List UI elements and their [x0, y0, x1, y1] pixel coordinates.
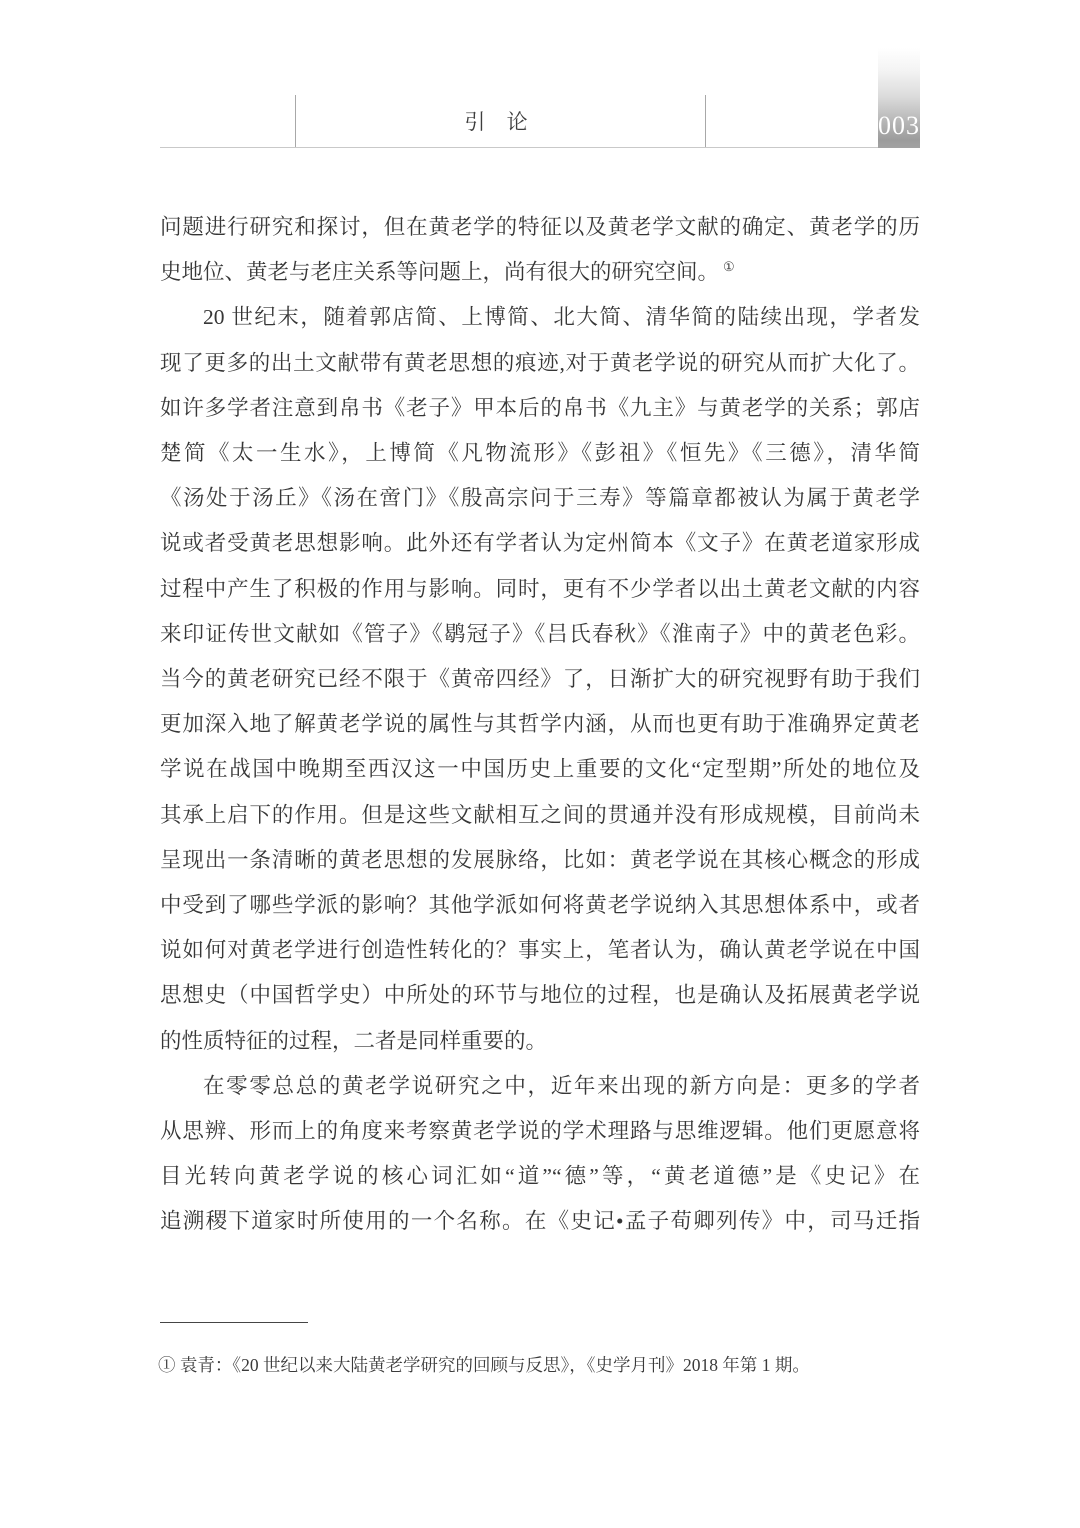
header-rule — [160, 147, 920, 148]
text-line: 当今的黄老研究已经不限于《黄帝四经》了，日渐扩大的研究视野有助于我们 — [160, 667, 920, 692]
text-line: 从思辨、形而上的角度来考察黄老学说的学术理路与思维逻辑。他们更愿意将 — [160, 1119, 920, 1144]
text-line: 来印证传世文献如《管子》《鹖冠子》《吕氏春秋》《淮南子》中的黄老色彩。 — [160, 621, 920, 646]
text-line: 其承上启下的作用。但是这些文献相互之间的贯通并没有形成规模，目前尚未 — [160, 802, 920, 827]
text-line: 《汤处于汤丘》《汤在啻门》《殷高宗问于三寿》等篇章都被认为属于黄老学 — [160, 486, 920, 511]
footnote-text: ① 袁青：《20 世纪以来大陆黄老学研究的回顾与反思》，《史学月刊》2018 年第 1 期。 — [158, 1355, 810, 1375]
text-line: 过程中产生了积极的作用与影响。同时，更有不少学者以出土黄老文献的内容 — [160, 576, 920, 601]
text-line: 追溯稷下道家时所使用的一个名称。在《史记•孟子荀卿列传》中，司马迁指 — [160, 1209, 920, 1234]
text-line: 说或者受黄老思想影响。此外还有学者认为定州简本《文子》在黄老道家形成 — [160, 531, 920, 556]
text-line: 问题进行研究和探讨，但在黄老学的特征以及黄老学文献的确定、黄老学的历 — [160, 215, 920, 239]
text-line: 目光转向黄老学说的核心词汇如“道”“德”等，“黄老道德”是《史记》在 — [160, 1164, 920, 1189]
text-line: 呈现出一条清晰的黄老思想的发展脉络，比如：黄老学说在其核心概念的形成 — [160, 847, 920, 872]
running-head: 引 论 — [464, 110, 536, 134]
text-line: 楚简《太一生水》，上博简《凡物流形》《彭祖》《恒先》《三德》，清华简 — [160, 441, 920, 466]
header-tick-right — [705, 95, 706, 148]
text-line — [160, 250, 920, 295]
text-line: 如许多学者注意到帛书《老子》甲本后的帛书《九主》与黄老学的关系；郭店 — [160, 395, 920, 420]
text-line-content: 史地位、黄老与老庄关系等问题上，尚有很大的研究空间。 — [160, 260, 720, 285]
body-text — [160, 205, 920, 1245]
text-line: 在零零总总的黄老学说研究之中，近年来出现的新方向是：更多的学者 — [203, 1073, 920, 1098]
text-line: 现了更多的出土文献带有黄老思想的痕迹,对于黄老学说的研究从而扩大化了。 — [160, 350, 920, 375]
text-line: 的性质特征的过程，二者是同样重要的。 — [160, 1028, 548, 1053]
footnote-rule — [160, 1322, 308, 1323]
page-number: 003 — [878, 111, 920, 140]
footnote-marker: ① — [723, 259, 735, 275]
text-line: 学说在战国中晚期至西汉这一中国历史上重要的文化“定型期”所处的地位及 — [160, 757, 920, 782]
text-line: 思想史（中国哲学史）中所处的环节与地位的过程，也是确认及拓展黄老学说 — [160, 983, 920, 1008]
text-line: 说如何对黄老学进行创造性转化的？事实上，笔者认为，确认黄老学说在中国 — [160, 938, 920, 963]
text-line: 20 世纪末，随着郭店简、上博简、北大简、清华简的陆续出现，学者发 — [203, 305, 920, 330]
text-line: 更加深入地了解黄老学说的属性与其哲学内涵，从而也更有助于准确界定黄老 — [160, 712, 920, 737]
page-number-badge — [878, 48, 920, 148]
text-line: 中受到了哪些学派的影响？其他学派如何将黄老学说纳入其思想体系中，或者 — [160, 893, 920, 918]
